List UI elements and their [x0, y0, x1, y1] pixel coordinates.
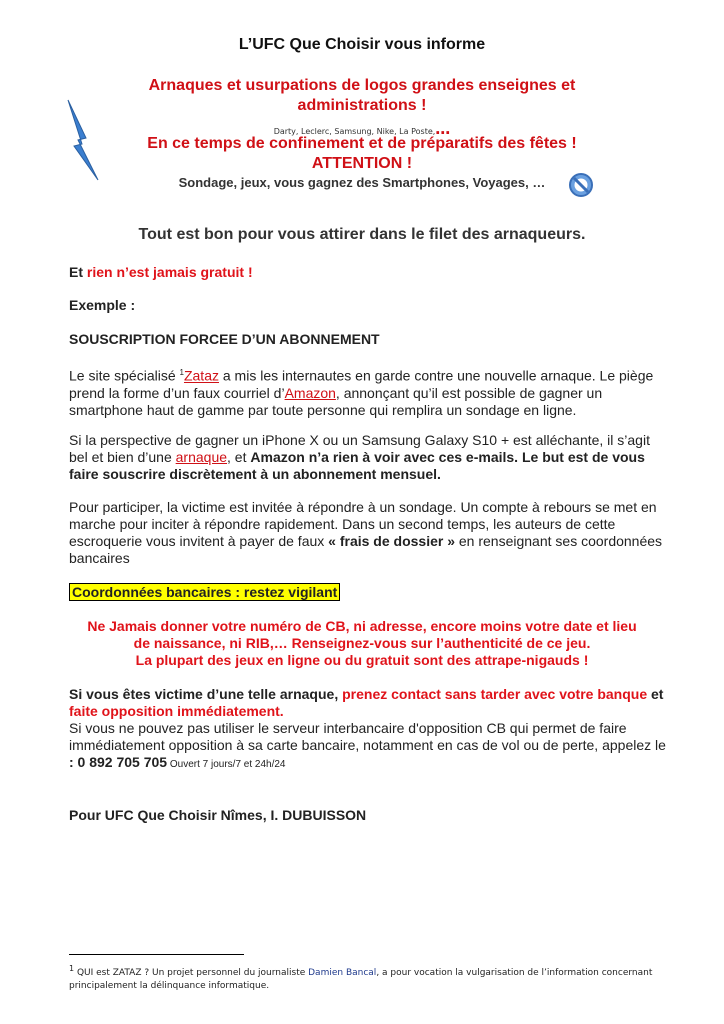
zataz-link[interactable]: Zataz: [183, 367, 219, 384]
highlight-box: Coordonnées bancaires : restez vigilant: [69, 584, 669, 601]
footnote: $^1$ QUI est ZATAZ ? Un projet personnel du journaliste Damien Bancal, a pour vocation la vulgarisation de l’information concernant principalement la délinquance informatique.: [69, 964, 653, 991]
footnote-divider: [69, 954, 244, 955]
subtitle: Sondage, jeux, vous gagnez des Smartphones, Voyages, …: [178, 175, 546, 190]
victim-paragraph: Si vous êtes victime d’une telle arnaque, prenez contact sans tarder avec votre banque et faite opposition immédiatement. Si vous ne pouvez pas utiliser le serveur interbancaire d'opposition CB qui permet de faire immédiatement opposition à sa carte bancaire, notamment en cas de vol ou de perte, appelez le : 0 892 705 705 Ouvert 7 jours/7 et 24h/24: [69, 686, 666, 770]
signature: Pour UFC Que Choisir Nîmes, I. DUBUISSON: [69, 807, 367, 823]
no-sign-icon: [568, 172, 594, 198]
phone-number: : 0 892 705 705: [69, 754, 168, 770]
paragraph-3: Pour participer, la victime est invitée à répondre à un sondage. Un compte à rebours se met en marche pour inciter à répondre rapidement. Dans un second temps, les auteurs de cette escroquerie vous invitent à payer de faux « frais de dossier » en renseignant ses coordonnées bancaires: [69, 499, 663, 566]
section-title: SOUSCRIPTION FORCEE D’UN ABONNEMENT: [69, 331, 380, 347]
intro-line: Et rien n’est jamais gratuit !: [69, 264, 253, 280]
headline: Tout est bon pour vous attirer dans le filet des arnaqueurs.: [138, 226, 586, 243]
warning-block: Ne Jamais donner votre numéro de CB, ni adresse, encore moins votre date et lieu de naissance, ni RIB,… Renseignez-vous sur l’authenticité de ce jeu. La plupart des jeux en ligne ou du gratuit sont des attrape-nigauds !: [87, 618, 637, 668]
attention-heading: En ce temps de confinement et de préparatifs des fêtes ! ATTENTION !: [147, 135, 577, 172]
page-title: L’UFC Que Choisir vous informe: [238, 36, 486, 53]
amazon-link[interactable]: Amazon: [284, 384, 336, 401]
example-label: Exemple :: [69, 297, 136, 313]
brand-list: Darty, Leclerc, Samsung, Nike, La Poste,…: [273, 120, 451, 138]
paragraph-2: Si la perspective de gagner un iPhone X ou un Samsung Galaxy S10 + est alléchante, il s’agit bel et bien d’une arnaque, et Amazon n’a rien à voir avec ces e-mails. Le but est de vous faire souscrire discrètement à un abonnement mensuel.: [69, 432, 650, 482]
alert-heading: Arnaques et usurpations de logos grandes enseignes et administrations !: [148, 77, 576, 114]
paragraph-1: Le site spécialisé $^1$Zataz a mis les internautes en garde contre une nouvelle arnaque. Le piège prend la forme d’un faux courriel d’Amazon, annonçant qu’il est possible de gagner un smartphone haut de gamme par toute personne qui remplira un sondage en ligne.: [69, 367, 654, 418]
arnaque-link[interactable]: arnaque: [175, 449, 228, 465]
